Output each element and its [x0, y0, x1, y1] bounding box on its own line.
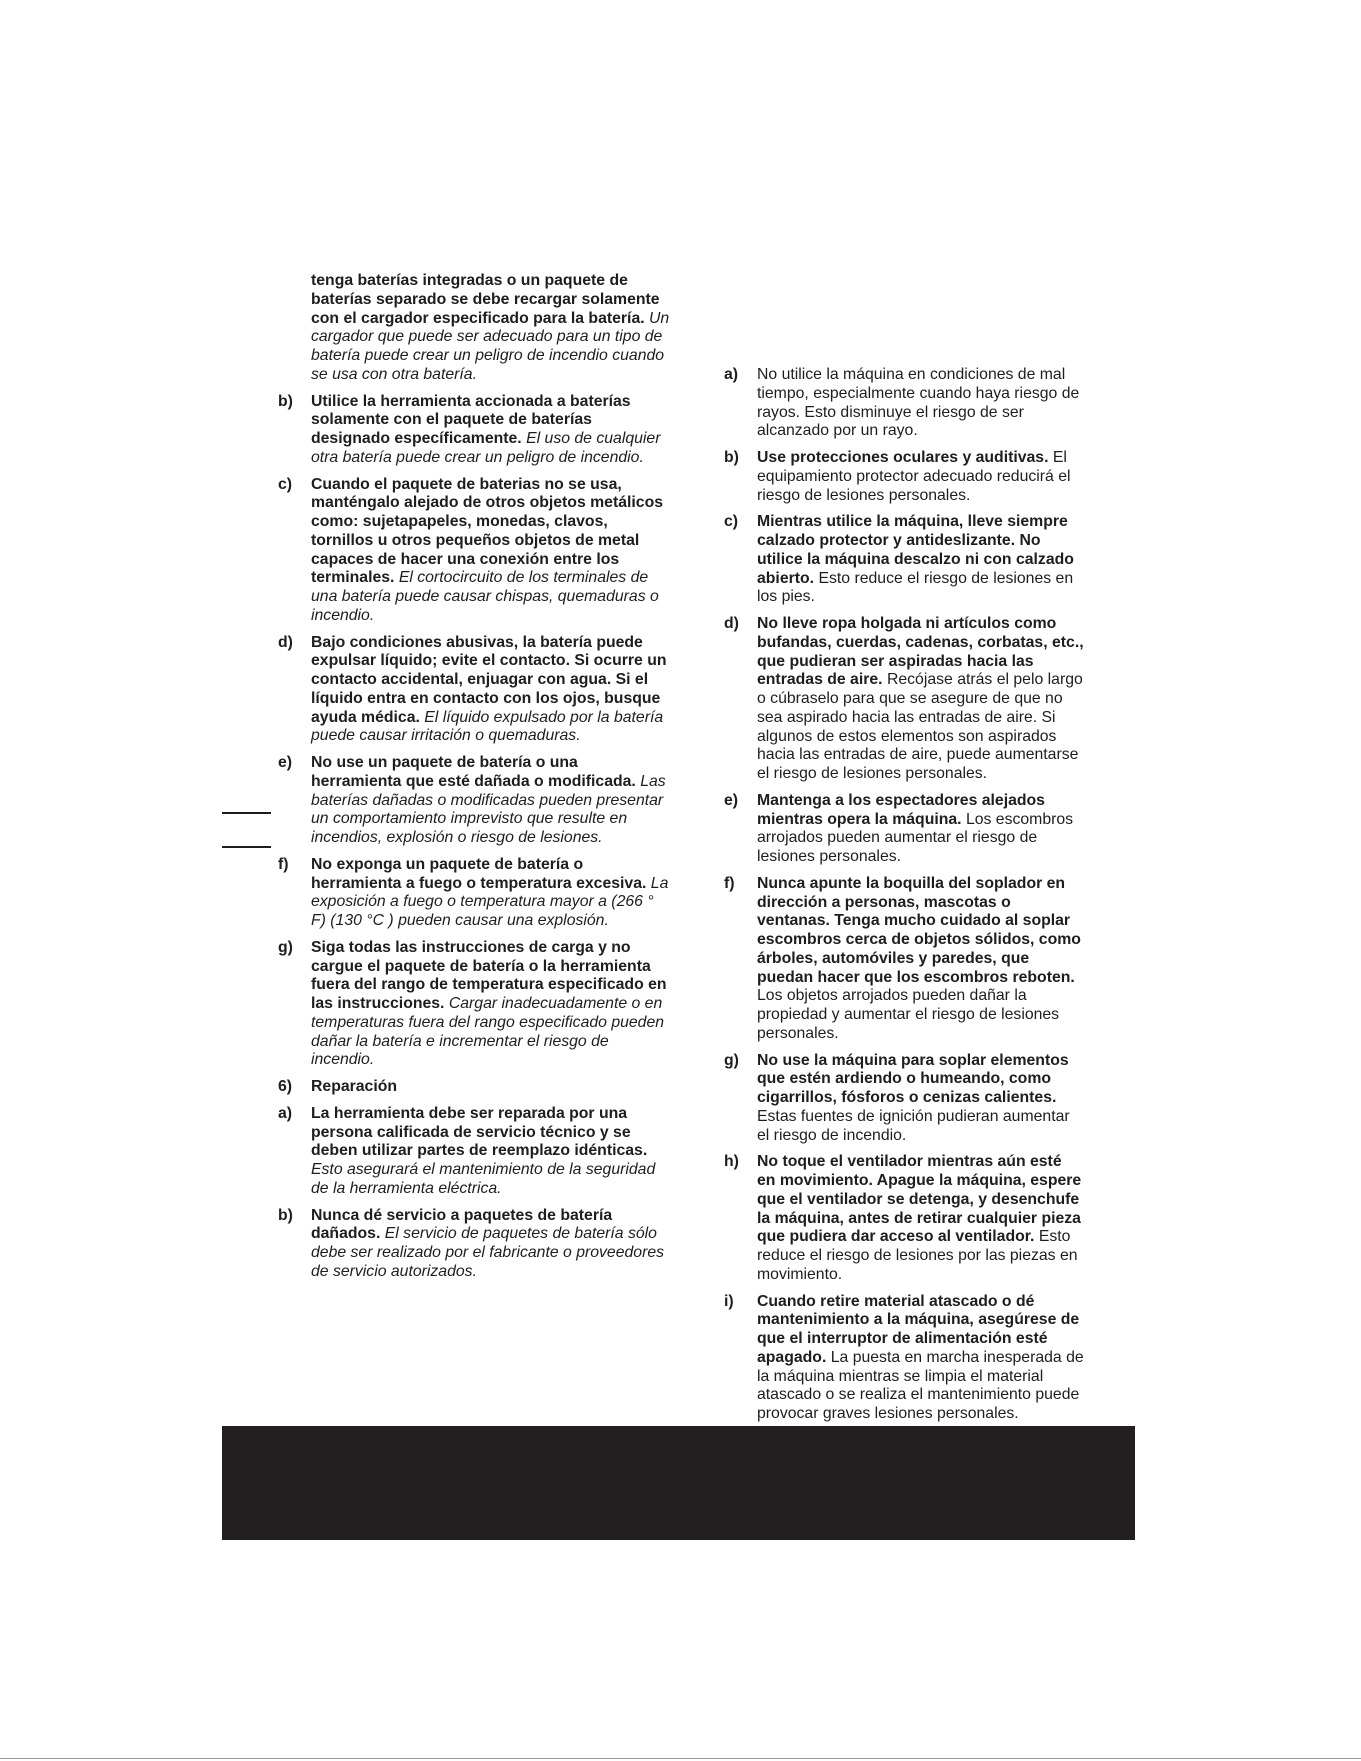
item-body-text: El líquido expulsado por la batería puede causar irritación o quemaduras.	[311, 708, 664, 745]
list-item	[278, 1078, 670, 1097]
right-column	[724, 366, 1084, 1432]
item-bold-text: Cuando retire material atascado o dé mantenimiento a la máquina, asegúrese de que el interruptor de alimentación esté apagado.	[757, 1292, 1080, 1366]
list-item	[724, 792, 1084, 867]
item-marker: d)	[724, 615, 739, 632]
list-item	[724, 366, 1084, 441]
item-body-text: El cortocircuito de los terminales de una batería puede causar chispas, quemaduras o incendio.	[311, 569, 659, 624]
lead-italic-text: Un cargador que puede ser adecuado para un tipo de batería puede crear un peligro de incendio cuando se usa con otra batería.	[311, 309, 670, 383]
item-marker: g)	[724, 1051, 739, 1069]
list-item	[278, 634, 670, 747]
item-marker: i)	[724, 1292, 734, 1310]
margin-mark	[222, 846, 271, 848]
list-item	[724, 1293, 1084, 1424]
item-marker: d)	[278, 633, 293, 651]
list-item	[278, 939, 670, 1070]
item-body-text: Los escombros arrojados pueden aumentar el riesgo de lesiones personales.	[757, 810, 1074, 865]
list-item	[278, 1207, 670, 1282]
item-marker: e)	[278, 754, 293, 771]
item-marker: c)	[278, 475, 293, 493]
left-item-list	[278, 393, 670, 1282]
list-item	[724, 1052, 1084, 1146]
item-bold-text: No lleve ropa holgada ni artículos como bufandas, cuerdas, cadenas, corbatas, etc., que pudieran ser aspiradas hacia las entradas de aire.	[757, 615, 1084, 689]
margin-mark	[222, 812, 271, 814]
item-marker: g)	[278, 938, 293, 956]
item-body-text: Cargar inadecuadamente o en temperaturas fuera del rango especificado pueden dañar la batería e incrementar el riesgo de incendio.	[311, 995, 665, 1069]
item-marker: f)	[278, 855, 289, 873]
item-bold-text: No toque el ventilador mientras aún esté en movimiento. Apague la máquina, espere que el ventilador se detenga, y desenchufe la máquina, antes de retirar cualquier pieza que pudiera dar acceso al ventilador.	[757, 1153, 1082, 1246]
list-item	[724, 449, 1084, 505]
item-bold-text: Siga todas las instrucciones de carga y no cargue el paquete de batería o la herramienta fuera del rango de temperatura especificado en las instrucciones.	[311, 938, 667, 1012]
item-body-text: La puesta en marcha inesperada de la máquina mientras se limpia el material atascado o se realiza el mantenimiento puede provocar graves lesiones personales.	[757, 1348, 1084, 1422]
item-marker: b)	[278, 1206, 293, 1224]
item-bold-text: Mientras utilice la máquina, lleve siempre calzado protector y antideslizante. No utilice la máquina descalzo ni con calzado abierto.	[757, 513, 1074, 587]
list-item	[278, 1105, 670, 1199]
item-marker: a)	[278, 1104, 293, 1122]
item-marker: e)	[724, 791, 739, 809]
continued-paragraph	[311, 272, 670, 385]
list-item	[278, 754, 670, 848]
item-bold-text: Bajo condiciones abusivas, la batería puede expulsar líquido; evite el contacto. Si ocurre un contacto accidental, enjuagar con agua. Si el líquido entra en contacto con los ojos, busque ayuda médica.	[311, 633, 667, 726]
item-marker: b)	[724, 449, 739, 466]
item-body-text: El uso de cualquier otra batería puede crear un peligro de incendio.	[311, 430, 661, 466]
item-bold-text: La herramienta debe ser reparada por una persona calificada de servicio técnico y se deben utilizar partes de reemplazo idénticas.	[311, 1104, 648, 1160]
item-body-text: Las baterías dañadas o modificadas pueden presentar un comportamiento imprevisto que resulte en incendios, explosión o riesgo de lesiones.	[311, 772, 666, 846]
item-bold-text: Nunca dé servicio a paquetes de batería dañados.	[311, 1206, 613, 1243]
item-marker: a)	[724, 366, 739, 383]
item-marker: 6)	[278, 1078, 293, 1095]
list-item	[724, 1153, 1084, 1284]
item-bold-text: Utilice la herramienta accionada a baterías solamente con el paquete de baterías designado específicamente.	[311, 392, 631, 447]
list-item	[724, 513, 1084, 607]
item-marker: c)	[724, 513, 739, 531]
item-bold-text: Nunca apunte la boquilla del soplador en dirección a personas, mascotas o ventanas. Tenga mucho cuidado al soplar escombros cerca de objetos sólidos, como árboles, automóviles y paredes, que puedan hacer que los escombros reboten.	[757, 874, 1081, 986]
item-body-text: Recójase atrás el pelo largo o cúbraselo para que se asegure de que no sea aspirado hacia las entradas de aire. Si algunos de estos elementos son aspirados hacia las entradas de aire, puede aumentarse el riesgo de lesiones personales.	[757, 671, 1083, 782]
list-item	[724, 615, 1084, 784]
item-body-text: El equipamiento protector adecuado reducirá el riesgo de lesiones personales.	[757, 449, 1071, 504]
item-bold-text: Cuando el paquete de baterias no se usa, manténgalo alejado de otros objetos metálicos como: sujetapapeles, monedas, clavos, tornillos u otros pequeños objetos de metal capaces de hacer una conexión entre los terminales.	[311, 475, 663, 587]
page-bottom-rule	[0, 1758, 1361, 1759]
item-body-text: La exposición a fuego o temperatura mayor a (266 ° F) (130 °C ) pueden causar una explosión.	[311, 874, 669, 929]
item-body-text: El servicio de paquetes de batería sólo debe ser realizado por el fabricante o proveedores de servicio autorizados.	[311, 1225, 665, 1280]
list-item	[724, 875, 1084, 1044]
item-bold-text: No exponga un paquete de batería o herramienta a fuego o temperatura excesiva.	[311, 855, 647, 892]
item-marker: h)	[724, 1153, 739, 1171]
item-bold-text: Reparación	[311, 1078, 398, 1095]
list-item	[278, 393, 670, 468]
item-marker: b)	[278, 392, 293, 410]
item-marker: f)	[724, 874, 735, 892]
item-body-text: Esto asegurará el mantenimiento de la seguridad de la herramienta eléctrica.	[311, 1161, 656, 1197]
list-item	[278, 856, 670, 931]
item-body-text: Esto reduce el riesgo de lesiones por las piezas en movimiento.	[757, 1228, 1078, 1283]
item-body-text: Estas fuentes de ignición pudieran aumentar el riesgo de incendio.	[757, 1107, 1070, 1144]
item-body-text: Esto reduce el riesgo de lesiones en los pies.	[757, 569, 1074, 606]
lead-bold-text: tenga baterías integradas o un paquete de baterías separado se debe recargar solamente con el cargador especificado para la batería.	[311, 272, 660, 327]
item-bold-text: No use la máquina para soplar elementos que estén ardiendo o humeando, como cigarrillos, fósforos o cenizas calientes.	[757, 1051, 1069, 1106]
list-item	[278, 476, 670, 626]
item-body-text: Los objetos arrojados pueden dañar la propiedad y aumentar el riesgo de lesiones personales.	[757, 987, 1060, 1042]
left-column	[278, 272, 670, 1290]
right-item-list	[724, 366, 1084, 1424]
item-bold-text: No use un paquete de batería o una herramienta que esté dañada o modificada.	[311, 754, 636, 790]
item-bold-text: Mantenga a los espectadores alejados mientras opera la máquina.	[757, 791, 1045, 828]
item-bold-text: Use protecciones oculares y auditivas.	[757, 449, 1049, 466]
item-body-text: No utilice la máquina en condiciones de mal tiempo, especialmente cuando haya riesgo de rayos. Esto disminuye el riesgo de ser alcanzado por un rayo.	[757, 366, 1080, 440]
footer-band	[222, 1426, 1135, 1540]
